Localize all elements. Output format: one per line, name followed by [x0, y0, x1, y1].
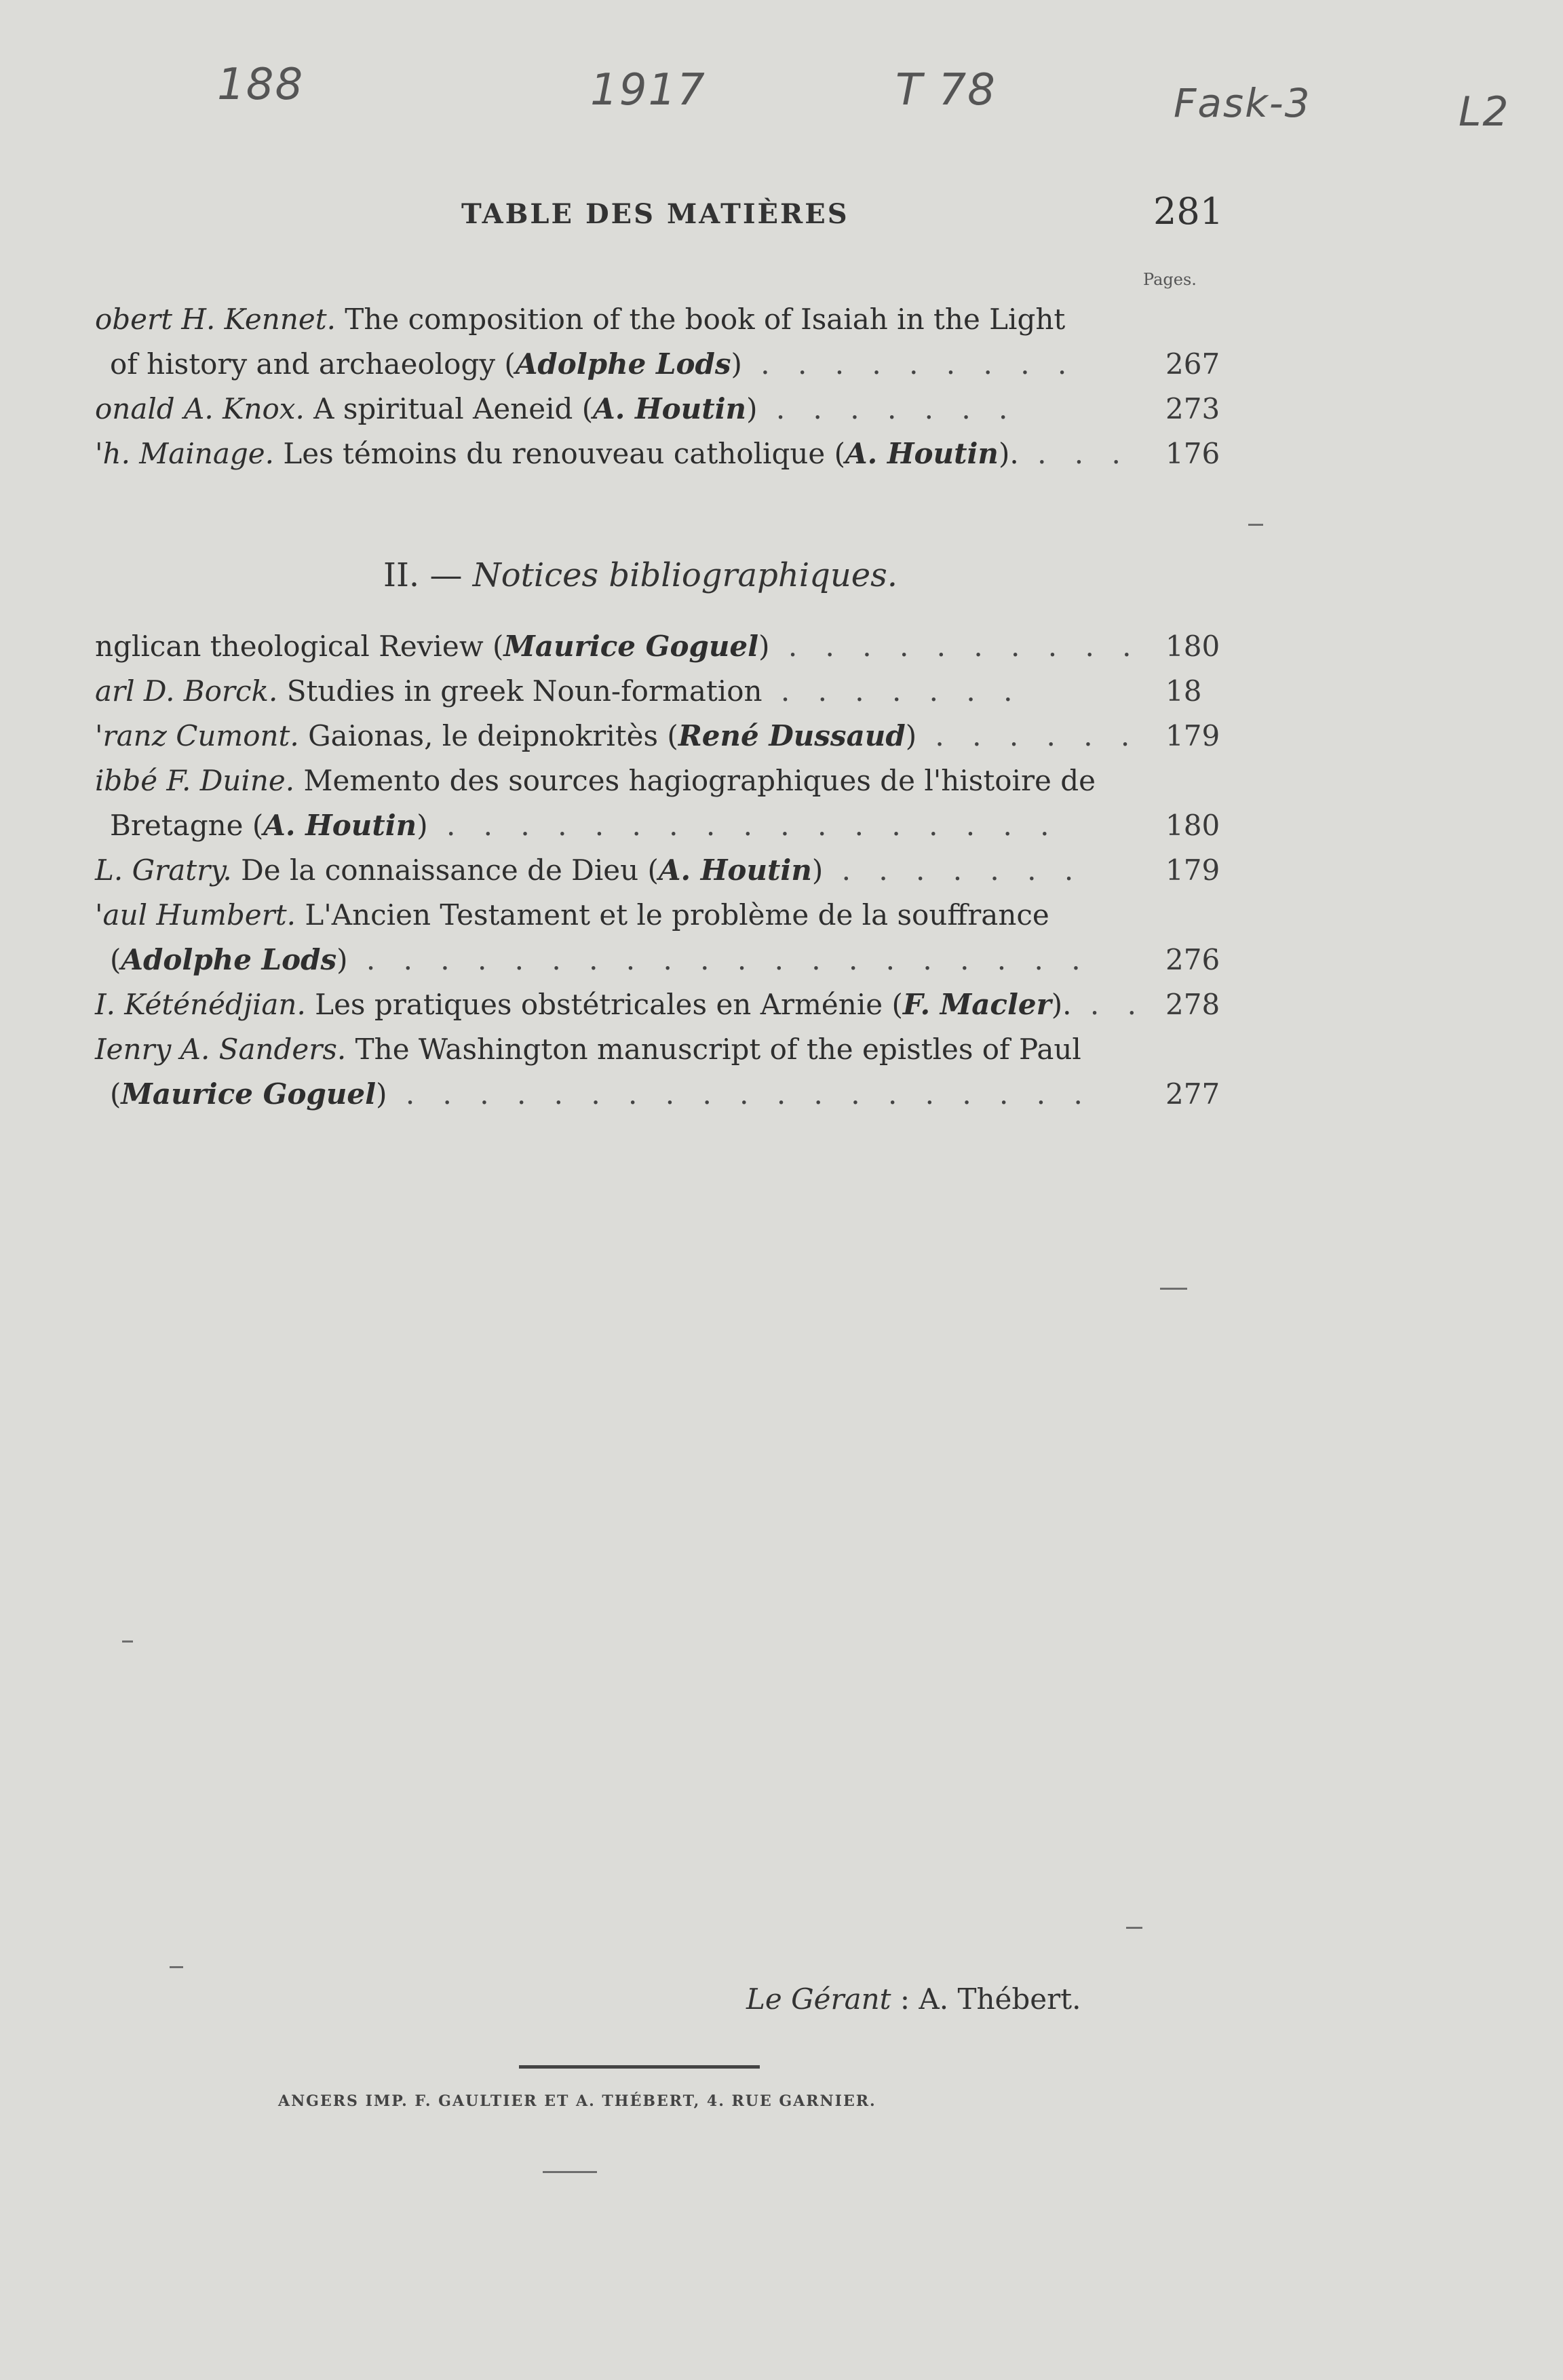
entry-title: De la connaissance de Dieu ( [231, 853, 659, 887]
entry-author: 'h. Mainage. [95, 437, 274, 470]
entry-title: The composition of the book of Isaiah in the Light [335, 303, 1066, 336]
scan-speck [1126, 1927, 1142, 1929]
toc-entry [95, 1027, 1113, 1117]
entry-page: 267 [1165, 347, 1220, 381]
entry-punct: ) [811, 853, 824, 887]
entry-punct: ) [731, 347, 742, 381]
entry-page: 179 [1165, 853, 1220, 887]
entry-page: 180 [1165, 809, 1220, 842]
leader-dots: . . . . . . . . . . . . . . . . . . . . [347, 943, 1090, 976]
running-header-title: TABLE DES MATIÈRES [461, 198, 849, 230]
entry-title: The Washington manuscript of the epistles of Paul [346, 1033, 1081, 1066]
entry-author: ibbé F. Duine. [95, 764, 295, 797]
entry-title-cont: of history and archaeology ( [110, 347, 516, 381]
leader-dots: . . . . . . . . . . . . . . . . . . . [387, 1077, 1092, 1111]
entry-title: Les pratiques obstétricales en Arménie ( [305, 988, 903, 1021]
gerant-name: A. Thébert. [919, 1982, 1081, 2016]
entry-page: 176 [1165, 437, 1220, 470]
leader-dots: . . . . . . . [823, 853, 1083, 887]
entry-title: A spiritual Aeneid ( [304, 392, 594, 425]
entry-punct: ) [336, 943, 348, 976]
toc-entry [95, 759, 1113, 848]
entry-reviewer: Maurice Goguel [503, 630, 759, 663]
entry-author: onald A. Knox. [95, 392, 305, 425]
page-number: 281 [1153, 190, 1224, 233]
toc-entry [95, 431, 1130, 476]
entry-title-cont: ( [110, 1077, 121, 1111]
toc-entry [95, 714, 1140, 759]
entry-page: 277 [1165, 1077, 1220, 1111]
section-heading [383, 556, 898, 594]
entry-author: 'ranz Cumont. [95, 719, 299, 752]
scan-speck [543, 2171, 597, 2173]
leader-dots: . . . . . . . [757, 392, 1018, 425]
scan-speck [1248, 524, 1263, 526]
entry-author: obert H. Kennet. [95, 303, 336, 336]
entry-reviewer: René Dussaud [678, 719, 906, 752]
handwritten-note: Fask-3 [1174, 80, 1311, 126]
footer-rule [519, 2065, 760, 2069]
entry-author: arl D. Borck. [95, 674, 278, 708]
entry-reviewer: A. Houtin [263, 809, 417, 842]
entry-title: L'Ancien Testament et le problème de la souffrance [295, 898, 1049, 932]
entry-title-cont: ( [110, 943, 121, 976]
toc-entry [95, 624, 1141, 669]
entry-punct: ) [758, 630, 770, 663]
toc-entry [95, 982, 1146, 1027]
entry-title: nglican theological Review ( [95, 630, 504, 663]
entry-page: 276 [1165, 943, 1220, 976]
leader-dots: . . [1071, 988, 1146, 1021]
entry-author: Ienry A. Sanders. [95, 1033, 347, 1066]
entry-punct: ). [998, 437, 1019, 470]
entry-reviewer: Adolphe Lods [121, 943, 337, 976]
entry-punct: ). [1051, 988, 1072, 1021]
leader-dots: . . . [1018, 437, 1130, 470]
entry-page: 179 [1165, 719, 1220, 752]
leader-dots: . . . . . . [916, 719, 1140, 752]
handwritten-note: 1917 [590, 65, 706, 115]
gerant-line [746, 1982, 1081, 2016]
entry-page: 180 [1165, 630, 1220, 663]
toc-entry [95, 669, 1113, 714]
entry-punct: ) [905, 719, 917, 752]
handwritten-note: T 78 [895, 65, 997, 115]
entry-page: 18 [1165, 674, 1202, 708]
scan-speck [170, 1966, 183, 1968]
section-numeral: II. — [383, 556, 473, 594]
leader-dots: . . . . . . . . . [741, 347, 1077, 381]
entry-reviewer: F. Macler [902, 988, 1051, 1021]
entry-reviewer: Maurice Goguel [121, 1077, 377, 1111]
entry-title: Memento des sources hagiographiques de l'histoire de [294, 764, 1096, 797]
entry-title-cont: Bretagne ( [110, 809, 264, 842]
entry-title: Les témoins du renouveau catholique ( [273, 437, 845, 470]
scan-speck [1160, 1288, 1187, 1290]
entry-reviewer: Adolphe Lods [515, 347, 731, 381]
handwritten-note: 188 [217, 60, 305, 110]
entry-author: L. Gratry. [95, 853, 232, 887]
pages-column-label: Pages. [1143, 270, 1197, 289]
entry-author: I. Kéténédjian. [95, 988, 306, 1021]
entry-punct: ) [417, 809, 428, 842]
leader-dots: . . . . . . . [762, 674, 1022, 708]
toc-entry [95, 387, 1113, 431]
entry-punct: ) [746, 392, 758, 425]
toc-entry [95, 893, 1113, 982]
entry-page: 278 [1165, 988, 1220, 1021]
entry-page: 273 [1165, 392, 1220, 425]
toc-entry [95, 297, 1113, 387]
section-title: Notices bibliographiques. [472, 556, 898, 594]
gerant-label: Le Gérant [746, 1982, 891, 2016]
entry-reviewer: A. Houtin [593, 392, 747, 425]
gerant-sep: : [891, 1982, 919, 2016]
entry-punct: ) [376, 1077, 387, 1111]
entry-title: Gaionas, le deipnokritès ( [298, 719, 678, 752]
entry-author: 'aul Humbert. [95, 898, 296, 932]
leader-dots: . . . . . . . . . . . . . . . . . [427, 809, 1059, 842]
entry-reviewer: A. Houtin [845, 437, 999, 470]
leader-dots: . . . . . . . . . . [769, 630, 1141, 663]
scan-speck [122, 1640, 133, 1643]
entry-title: Studies in greek Noun-formation [277, 674, 763, 708]
printer-imprint: ANGERS IMP. F. GAULTIER ET A. THÉBERT, 4. RUE GARNIER. [278, 2092, 876, 2110]
handwritten-note: L2 [1459, 88, 1510, 136]
toc-entry [95, 848, 1113, 893]
entry-reviewer: A. Houtin [658, 853, 812, 887]
